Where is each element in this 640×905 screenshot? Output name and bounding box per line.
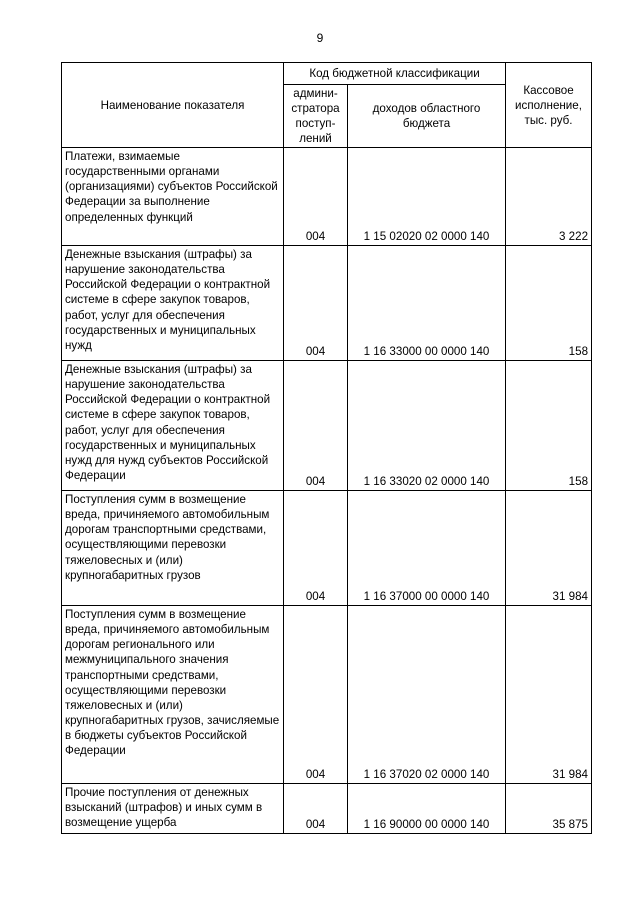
row-amount: 3 222 xyxy=(506,148,592,246)
row-admin-code: 004 xyxy=(284,246,348,361)
row-name: Денежные взыскания (штрафы) за нарушение законодательства Российской Федерации о контрактной системе в сфере закупок товаров, работ, услуг для обеспечения государственных и муниципальных нужд xyxy=(62,246,284,361)
table-row xyxy=(62,606,592,784)
table-row xyxy=(62,784,592,834)
header-admin: админи-стратора поступ-лений xyxy=(284,85,348,148)
row-admin-code: 004 xyxy=(284,606,348,784)
budget-table xyxy=(61,62,592,834)
table-body xyxy=(62,148,592,834)
row-admin-code: 004 xyxy=(284,148,348,246)
row-income-code: 1 16 37020 02 0000 140 xyxy=(348,606,506,784)
table-row xyxy=(62,246,592,361)
row-income-code: 1 16 37000 00 0000 140 xyxy=(348,491,506,606)
row-income-code: 1 16 33000 00 0000 140 xyxy=(348,246,506,361)
page-number: 9 xyxy=(316,31,324,45)
header-income: доходов областного бюджета xyxy=(348,85,506,148)
table-row xyxy=(62,361,592,491)
row-amount: 158 xyxy=(506,246,592,361)
row-amount: 31 984 xyxy=(506,606,592,784)
row-name: Поступления сумм в возмещение вреда, причиняемого автомобильным дорогам регионального или межмуниципального значения транспортными средствами, осуществляющими перевозки тяжеловесных и (или) крупногабаритных грузов, зачисляемые в бюджеты субъектов Российской Федерации xyxy=(62,606,284,784)
table-row xyxy=(62,491,592,606)
row-name: Денежные взыскания (штрафы) за нарушение законодательства Российской Федерации о контрактной системе в сфере закупок товаров, работ, услуг для обеспечения государственных и муниципальных нужд для нужд субъектов Российской Федерации xyxy=(62,361,284,491)
row-amount: 158 xyxy=(506,361,592,491)
header-code-group: Код бюджетной классификации xyxy=(284,63,506,85)
table-header xyxy=(62,63,592,148)
row-income-code: 1 15 02020 02 0000 140 xyxy=(348,148,506,246)
row-admin-code: 004 xyxy=(284,491,348,606)
row-admin-code: 004 xyxy=(284,784,348,834)
row-name: Прочие поступления от денежных взысканий (штрафов) и иных сумм в возмещение ущерба xyxy=(62,784,284,834)
row-income-code: 1 16 90000 00 0000 140 xyxy=(348,784,506,834)
row-amount: 31 984 xyxy=(506,491,592,606)
header-execution: Кассовое исполнение, тыс. руб. xyxy=(506,63,592,148)
row-amount: 35 875 xyxy=(506,784,592,834)
row-income-code: 1 16 33020 02 0000 140 xyxy=(348,361,506,491)
table-row xyxy=(62,148,592,246)
header-name: Наименование показателя xyxy=(62,63,284,148)
row-name: Поступления сумм в возмещение вреда, причиняемого автомобильным дорогам транспортными средствами, осуществляющими перевозки тяжеловесных и (или) крупногабаритных грузов xyxy=(62,491,284,606)
row-name: Платежи, взимаемые государственными органами (организациями) субъектов Российской Федерации за выполнение определенных функций xyxy=(62,148,284,246)
row-admin-code: 004 xyxy=(284,361,348,491)
